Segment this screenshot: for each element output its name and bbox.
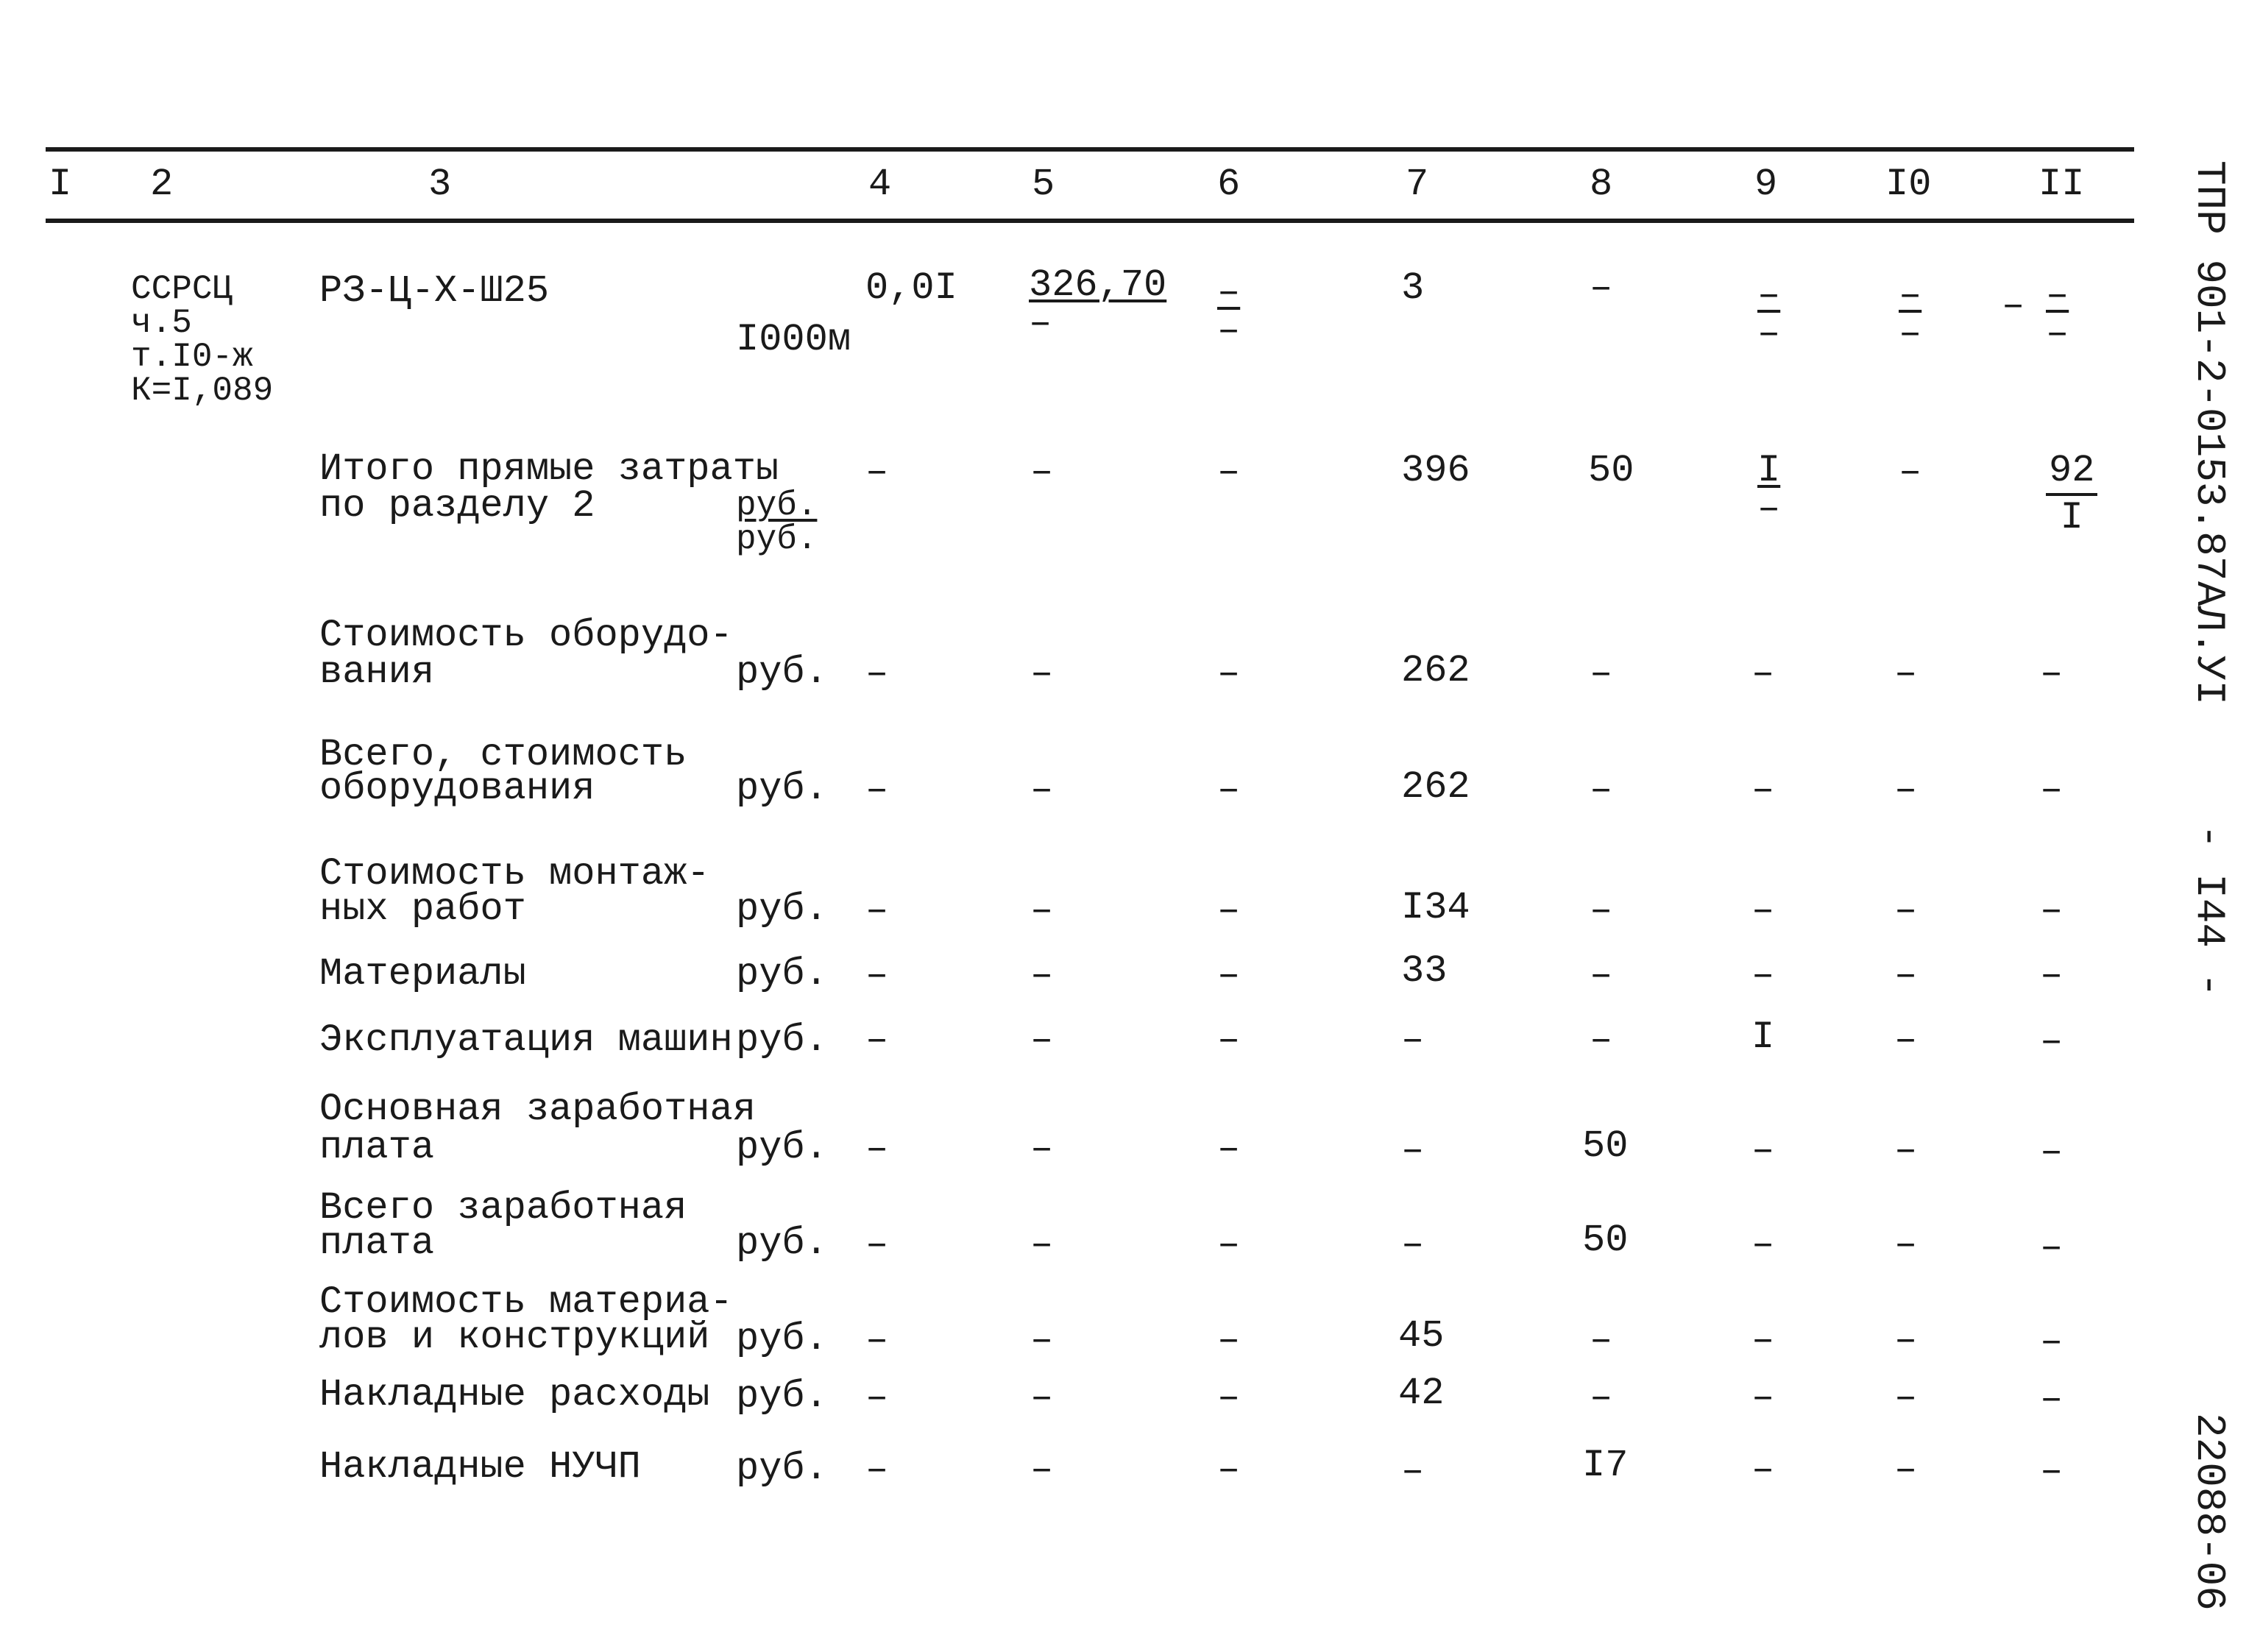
row-overhead-c7: 42 bbox=[1398, 1372, 1445, 1415]
row-materials-structures-c6: – bbox=[1217, 1319, 1241, 1362]
row-installation-c6: – bbox=[1217, 889, 1241, 932]
item-c6-den: – bbox=[1217, 309, 1241, 352]
side-album: АЛ.УI bbox=[2186, 581, 2233, 706]
row-equipment-c7: 262 bbox=[1401, 649, 1470, 692]
row-overhead-unit: руб. bbox=[736, 1375, 828, 1418]
header-col-11: II bbox=[2038, 163, 2085, 206]
row-materials-structures-label-2: лов и конструкций bbox=[319, 1316, 710, 1359]
row-base-wages-label-1: Основная заработная bbox=[319, 1088, 756, 1131]
row-equipment-total-c11: – bbox=[2040, 768, 2064, 812]
row-materials-structures-label-1: Стоимость материа- bbox=[319, 1280, 733, 1324]
row-overhead-nuchp-c11: – bbox=[2040, 1450, 2064, 1493]
row-overhead-nuchp-c8: I7 bbox=[1582, 1444, 1629, 1487]
row-installation-c5: – bbox=[1030, 889, 1054, 932]
header-col-1: I bbox=[49, 163, 72, 206]
row-equipment-unit: руб. bbox=[736, 650, 828, 694]
row-equipment-total-unit: руб. bbox=[736, 767, 828, 810]
row-base-wages-c10: – bbox=[1894, 1129, 1918, 1172]
side-doc-code: ТПР 901-2-0153.87 bbox=[2186, 160, 2233, 581]
row-overhead-c11: – bbox=[2040, 1378, 2064, 1421]
totals-c8: 50 bbox=[1588, 449, 1634, 492]
totals-c7: 396 bbox=[1401, 449, 1470, 492]
row-materials-c6: – bbox=[1217, 954, 1241, 997]
row-equipment-c11: – bbox=[2040, 652, 2064, 695]
header-col-2: 2 bbox=[150, 163, 174, 206]
header-bottom-rule bbox=[46, 219, 2134, 223]
totals-c10: – bbox=[1899, 450, 1922, 494]
row-base-wages-c9: – bbox=[1751, 1129, 1775, 1172]
row-total-wages-label-1: Всего заработная bbox=[319, 1186, 687, 1230]
item-c6 bbox=[1217, 271, 1241, 352]
header-col-3: 3 bbox=[428, 163, 452, 206]
row-machines-c8: – bbox=[1590, 1018, 1613, 1062]
row-equipment-total-label-2: оборудования bbox=[319, 767, 595, 810]
row-overhead-c8: – bbox=[1590, 1376, 1613, 1419]
item-c4: 0,0I bbox=[865, 266, 957, 310]
item-c11-num: – bbox=[2046, 274, 2069, 317]
row-overhead-c5: – bbox=[1030, 1376, 1054, 1419]
row-overhead-nuchp-c4: – bbox=[865, 1448, 889, 1492]
row-materials-c10: – bbox=[1894, 954, 1918, 997]
row-equipment-c5: – bbox=[1030, 652, 1054, 695]
row-materials-unit: руб. bbox=[736, 952, 828, 996]
row-equipment-c4: – bbox=[865, 652, 889, 695]
row-machines-unit: руб. bbox=[736, 1018, 828, 1062]
totals-c9-den: – bbox=[1757, 487, 1781, 531]
row-installation-c10: – bbox=[1894, 889, 1918, 932]
row-installation-c11: – bbox=[2040, 889, 2064, 932]
row-total-wages-c4: – bbox=[865, 1223, 889, 1266]
row-total-wages-c8: 50 bbox=[1582, 1219, 1629, 1262]
row-equipment-total-c4: – bbox=[865, 768, 889, 812]
source-line-3: т.I0-ж bbox=[131, 338, 253, 376]
item-c8: – bbox=[1590, 266, 1613, 310]
row-materials-c11: – bbox=[2040, 954, 2064, 997]
row-installation-c9: – bbox=[1751, 889, 1775, 932]
side-page-number: - I44 - bbox=[2186, 824, 2233, 998]
totals-c11 bbox=[2046, 449, 2097, 539]
row-total-wages-c6: – bbox=[1217, 1223, 1241, 1266]
row-installation-label-2: ных работ bbox=[319, 887, 526, 931]
row-overhead-nuchp-c7: – bbox=[1401, 1450, 1425, 1493]
item-c10 bbox=[1899, 274, 1922, 355]
item-c5-num: 326,70 bbox=[1029, 263, 1167, 307]
row-base-wages-c7: – bbox=[1401, 1129, 1425, 1172]
source-reference bbox=[131, 272, 273, 408]
totals-c11-den: I bbox=[2060, 496, 2083, 539]
totals-c11-num: 92 bbox=[2046, 452, 2097, 496]
row-machines-c10: – bbox=[1894, 1018, 1918, 1062]
totals-c5: – bbox=[1030, 450, 1054, 494]
header-col-4: 4 bbox=[868, 163, 892, 206]
item-c5 bbox=[1029, 263, 1167, 345]
row-equipment-c9: – bbox=[1751, 652, 1775, 695]
header-col-7: 7 bbox=[1406, 163, 1429, 206]
row-overhead-nuchp-c5: – bbox=[1030, 1448, 1054, 1492]
row-machines-c5: – bbox=[1030, 1018, 1054, 1062]
row-base-wages-label-2: плата bbox=[319, 1126, 435, 1169]
item-unit: I000м bbox=[736, 318, 851, 361]
row-overhead-nuchp-c6: – bbox=[1217, 1448, 1241, 1492]
row-materials-label: Материалы bbox=[319, 952, 526, 996]
header-top-rule bbox=[46, 147, 2134, 152]
row-total-wages-c7: – bbox=[1401, 1223, 1425, 1266]
totals-c9-num: I bbox=[1757, 449, 1781, 492]
row-base-wages-c6: – bbox=[1217, 1127, 1241, 1171]
row-base-wages-c5: – bbox=[1030, 1127, 1054, 1171]
row-materials-structures-c7: 45 bbox=[1398, 1314, 1445, 1358]
item-c9-den: – bbox=[1757, 312, 1781, 355]
row-machines-label: Эксплуатация машин bbox=[319, 1018, 733, 1062]
item-c5-den: – bbox=[1029, 302, 1052, 345]
totals-unit-den: руб. bbox=[736, 520, 818, 559]
row-materials-structures-c4: – bbox=[865, 1319, 889, 1362]
item-c10-den: – bbox=[1899, 312, 1922, 355]
row-materials-c5: – bbox=[1030, 954, 1054, 997]
row-machines-c7: – bbox=[1401, 1018, 1425, 1062]
row-equipment-total-label-1: Всего, стоимость bbox=[319, 733, 687, 776]
row-materials-structures-c9: – bbox=[1751, 1319, 1775, 1362]
row-overhead-c4: – bbox=[865, 1376, 889, 1419]
row-overhead-label: Накладные расходы bbox=[319, 1373, 710, 1417]
row-total-wages-c5: – bbox=[1030, 1223, 1054, 1266]
row-machines-c4: – bbox=[865, 1018, 889, 1062]
totals-unit bbox=[736, 486, 818, 559]
row-machines-c9: I bbox=[1751, 1015, 1775, 1059]
row-overhead-nuchp-c10: – bbox=[1894, 1448, 1918, 1492]
totals-c4: – bbox=[865, 450, 889, 494]
row-total-wages-label-2: плата bbox=[319, 1222, 435, 1265]
row-installation-c4: – bbox=[865, 889, 889, 932]
header-col-6: 6 bbox=[1217, 163, 1241, 206]
row-materials-c8: – bbox=[1590, 954, 1613, 997]
row-equipment-total-c6: – bbox=[1217, 768, 1241, 812]
row-overhead-nuchp-c9: – bbox=[1751, 1448, 1775, 1492]
totals-label-2: по разделу 2 bbox=[319, 484, 595, 528]
row-total-wages-c10: – bbox=[1894, 1223, 1918, 1266]
row-machines-c11: – bbox=[2040, 1020, 2064, 1063]
totals-label-1: Итого прямые затраты bbox=[319, 447, 779, 491]
row-base-wages-c11: – bbox=[2040, 1130, 2064, 1174]
source-line-1: ССРСЦ bbox=[131, 270, 233, 308]
row-materials-structures-c8: – bbox=[1590, 1319, 1613, 1362]
row-installation-c7: I34 bbox=[1401, 886, 1470, 929]
row-base-wages-c4: – bbox=[865, 1127, 889, 1171]
source-line-2: ч.5 bbox=[131, 304, 192, 342]
item-c11 bbox=[2046, 274, 2069, 355]
row-materials-structures-unit: руб. bbox=[736, 1317, 828, 1361]
row-total-wages-unit: руб. bbox=[736, 1222, 828, 1265]
totals-c9 bbox=[1757, 449, 1781, 531]
item-c7: 3 bbox=[1401, 266, 1425, 310]
row-equipment-total-c7: 262 bbox=[1401, 765, 1470, 809]
header-col-5: 5 bbox=[1032, 163, 1055, 206]
row-materials-structures-c11: – bbox=[2040, 1320, 2064, 1364]
row-installation-unit: руб. bbox=[736, 887, 828, 931]
row-installation-c8: – bbox=[1590, 889, 1613, 932]
row-machines-c6: – bbox=[1217, 1018, 1241, 1062]
header-col-10: I0 bbox=[1885, 163, 1932, 206]
item-c11-pre: – bbox=[2002, 284, 2025, 327]
row-total-wages-c11: – bbox=[2040, 1226, 2064, 1269]
row-overhead-nuchp-label: Накладные НУЧП bbox=[319, 1445, 641, 1489]
row-materials-structures-c5: – bbox=[1030, 1319, 1054, 1362]
row-equipment-label-2: вания bbox=[319, 650, 435, 694]
item-c11-den: – bbox=[2046, 312, 2069, 355]
row-equipment-total-c8: – bbox=[1590, 768, 1613, 812]
side-registration-number: 22088-06 bbox=[2186, 1413, 2233, 1611]
row-equipment-total-c10: – bbox=[1894, 768, 1918, 812]
header-col-8: 8 bbox=[1590, 163, 1613, 206]
row-overhead-c9: – bbox=[1751, 1376, 1775, 1419]
row-equipment-label-1: Стоимость оборудо- bbox=[319, 614, 733, 657]
row-overhead-c10: – bbox=[1894, 1376, 1918, 1419]
item-c9 bbox=[1757, 274, 1781, 355]
row-overhead-nuchp-unit: руб. bbox=[736, 1447, 828, 1490]
item-name: РЗ-Ц-Х-Ш25 bbox=[319, 269, 550, 313]
row-overhead-c6: – bbox=[1217, 1376, 1241, 1419]
row-equipment-c10: – bbox=[1894, 652, 1918, 695]
item-c9-num: – bbox=[1757, 274, 1781, 317]
row-base-wages-c8: 50 bbox=[1582, 1124, 1629, 1168]
item-c6-num: – bbox=[1217, 271, 1241, 314]
source-line-4: К=I,089 bbox=[131, 372, 274, 410]
header-col-9: 9 bbox=[1754, 163, 1778, 206]
row-materials-c4: – bbox=[865, 954, 889, 997]
row-total-wages-c9: – bbox=[1751, 1223, 1775, 1266]
item-c10-num: – bbox=[1899, 274, 1922, 317]
row-equipment-total-c5: – bbox=[1030, 768, 1054, 812]
totals-unit-num: руб. bbox=[736, 486, 818, 525]
row-base-wages-unit: руб. bbox=[736, 1126, 828, 1169]
row-equipment-total-c9: – bbox=[1751, 768, 1775, 812]
row-materials-c9: – bbox=[1751, 954, 1775, 997]
row-equipment-c8: – bbox=[1590, 652, 1613, 695]
row-materials-c7: 33 bbox=[1401, 949, 1448, 993]
totals-c6: – bbox=[1217, 450, 1241, 494]
row-materials-structures-c10: – bbox=[1894, 1319, 1918, 1362]
row-equipment-c6: – bbox=[1217, 652, 1241, 695]
row-installation-label-1: Стоимость монтаж- bbox=[319, 852, 710, 896]
